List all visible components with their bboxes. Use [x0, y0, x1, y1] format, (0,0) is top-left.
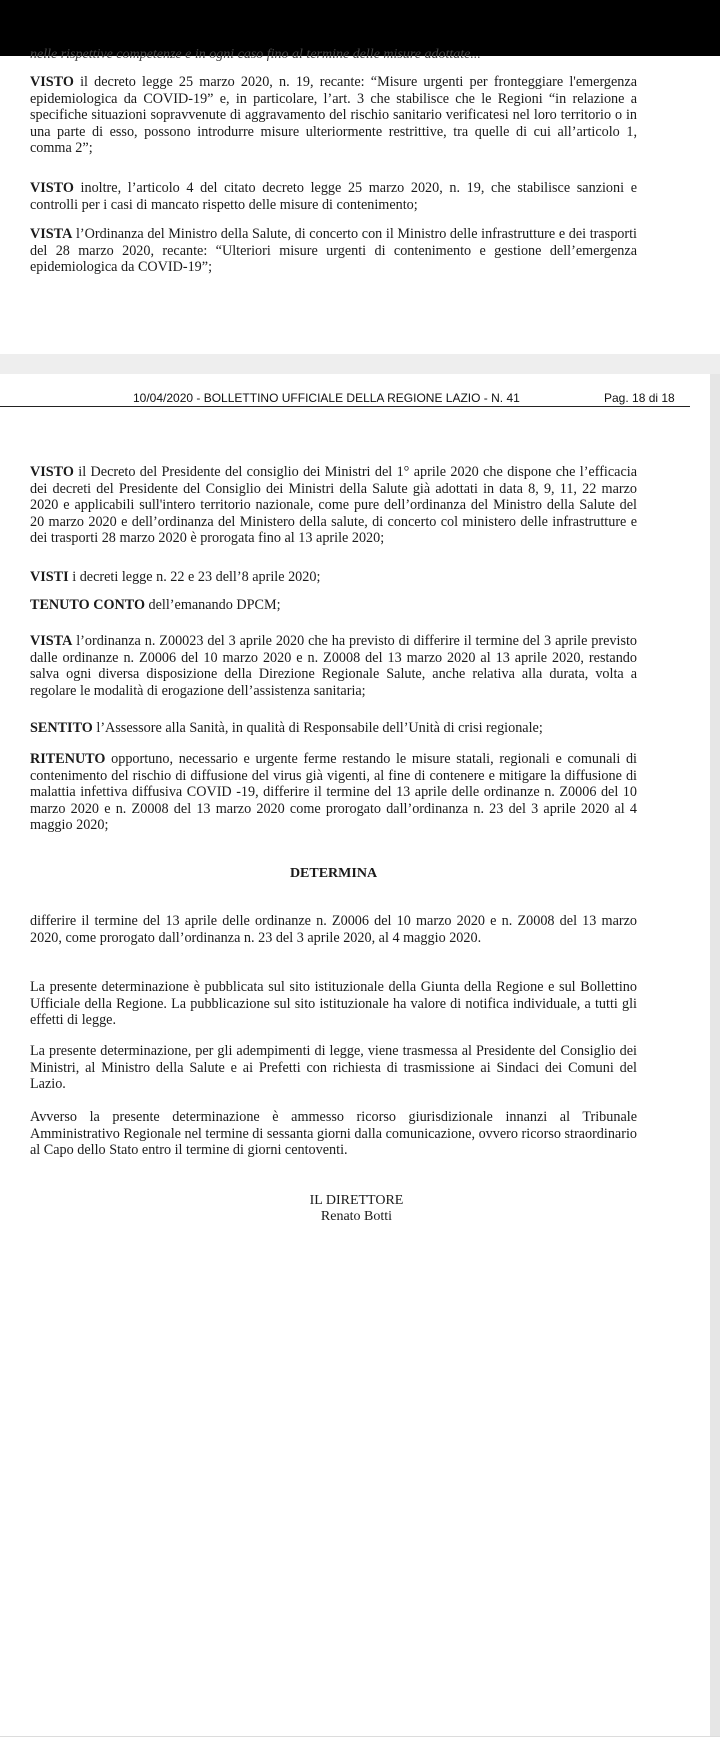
paragraph-text: i decreti legge n. 22 e 23 dell’8 aprile 2020; [68, 569, 321, 585]
cut-off-text-line: nelle rispettive competenze e in ogni caso fino al termine delle misure adottate... [30, 47, 481, 62]
signature-block [0, 1193, 713, 1225]
paragraph-vista-ordinanza-z00023 [30, 633, 637, 699]
paragraph-text: Avverso la presente determinazione è ammesso ricorso giurisdizionale innanzi al Tribunale Amministrativo Regionale nel termine di sessanta giorni dalla comunicazione, ovvero ricorso straordinario al Capo dello Stato entro il termine di giorni centoventi. [30, 1109, 637, 1158]
paragraph-visti-decreti [30, 569, 637, 586]
paragraph-tenuto-conto [30, 597, 637, 614]
paragraph-text: inoltre, l’articolo 4 del citato decreto legge 25 marzo 2020, n. 19, che stabilisce sanzioni e controlli per i casi di mancato rispetto delle misure di contenimento; [30, 180, 637, 213]
paragraph-label: VISTA [30, 226, 73, 242]
paragraph-visto-dpcm [30, 464, 637, 547]
paragraph-label: RITENUTO [30, 751, 106, 767]
paragraph-label: VISTO [30, 180, 74, 196]
paragraph-pubblicazione [30, 979, 637, 1029]
header-rule [0, 406, 690, 407]
paragraph-text: l’ordinanza n. Z00023 del 3 aprile 2020 che ha previsto di differire il termine del 3 aprile previsto dalle ordinanze n. Z0006 del 10 marzo 2020 e n. Z0008 del 13 marzo 2020 al 13 aprile 2020, restando salva ogni diversa disposizione della Direzione Regionale Salute, anche relativa alla durata, volta a regolare le modalità di erogazione dell’assistenza sanitaria; [30, 633, 637, 699]
paragraph-visto-decreto-19 [30, 74, 637, 157]
paragraph-label: VISTO [30, 74, 74, 90]
page-number: Pag. 18 di 18 [604, 391, 675, 405]
paragraph-ricorso [30, 1109, 637, 1159]
paragraph-label: SENTITO [30, 720, 93, 736]
paragraph-text: il Decreto del Presidente del consiglio dei Ministri del 1° aprile 2020 che dispone che l’efficacia dei decreti del Presidente del Consiglio dei Ministri della Salute già adottati in data 8, 9, 11, 22 marzo 2020 e applicabili sull'intero territorio nazionale, come pure dell’ordinanza del Ministro della Salute del 20 marzo 2020 e dell’ordinanza del Ministero della salute, di concerto col ministero delle infrastrutture e dei trasporti 28 marzo 2020 è prorogata fino al 13 aprile 2020; [30, 464, 637, 546]
paragraph-label: VISTA [30, 633, 73, 649]
determina-heading: DETERMINA [289, 866, 378, 881]
paragraph-text: differire il termine del 13 aprile delle ordinanze n. Z0006 del 10 marzo 2020 e n. Z0008 del 13 marzo 2020, come prorogato dall’ordinanza n. 23 del 3 aprile 2020, al 4 maggio 2020. [30, 913, 637, 946]
signature-title: IL DIRETTORE [309, 1193, 404, 1208]
paragraph-text: l’Ordinanza del Ministro della Salute, di concerto con il Ministro delle infrastrutture e dei trasporti del 28 marzo 2020, recante: “Ulteriori misure urgenti di contenimento e gestione dell’emergenza epidemiologica da COVID-19”; [30, 226, 637, 275]
paragraph-sentito [30, 720, 637, 737]
paragraph-text: opportuno, necessario e urgente ferme restando le misure statali, regionali e comunali di contenimento del rischio di diffusione del virus già vigenti, al fine di contenere e mitigare la diffusione di malattia infettiva diffusiva COVID -19, differire il termine del 13 aprile delle ordinanze n. Z0006 del 10 marzo 2020 e n. Z0008 del 13 marzo 2020 come prorogato dall’ordinanza n. 23 del 3 aprile 2020 al 4 maggio 2020; [30, 751, 637, 833]
bulletin-header: 10/04/2020 - BOLLETTINO UFFICIALE DELLA REGIONE LAZIO - N. 41 [133, 391, 520, 405]
document-page-17 [0, 47, 710, 354]
paragraph-vista-ordinanza-ministro [30, 226, 637, 276]
paragraph-text: l’Assessore alla Sanità, in qualità di Responsabile dell’Unità di crisi regionale; [92, 720, 543, 736]
signature-name: Renato Botti [320, 1209, 393, 1224]
paragraph-trasmissione [30, 1043, 637, 1093]
paragraph-text: La presente determinazione è pubblicata sul sito istituzionale della Giunta della Regione e sul Bollettino Ufficiale della Regione. La pubblicazione sul sito istituzionale ha valore di notifica individuale, a tutti gli effetti di legge. [30, 979, 637, 1028]
page-separator [0, 354, 720, 374]
paragraph-label: TENUTO CONTO [30, 597, 145, 613]
paragraph-label: VISTO [30, 464, 74, 480]
page-shadow-edge [710, 374, 720, 1736]
paragraph-text: dell’emanando DPCM; [144, 597, 281, 613]
paragraph-ritenuto [30, 751, 637, 834]
paragraph-text: il decreto legge 25 marzo 2020, n. 19, recante: “Misure urgenti per fronteggiare l'emergenza epidemiologica da COVID-19” e, in particolare, l’art. 3 che stabilisce che le Regioni “in relazione a specifiche situazioni sopravvenute di aggravamento del rischio sanitario verificatesi nel loro territorio o in una parte di esso, possono introdurre misure ulteriormente restrittive, tra quelle di cui all’articolo 1, comma 2”; [30, 74, 637, 156]
paragraph-differire [30, 913, 637, 946]
paragraph-text: La presente determinazione, per gli adempimenti di legge, viene trasmessa al Presidente del Consiglio dei Ministri, al Ministro della Salute e ai Prefetti con richiesta di trasmissione ai Sindaci dei Comuni del Lazio. [30, 1043, 637, 1092]
paragraph-visto-articolo-4 [30, 180, 637, 213]
paragraph-label: VISTI [30, 569, 69, 585]
